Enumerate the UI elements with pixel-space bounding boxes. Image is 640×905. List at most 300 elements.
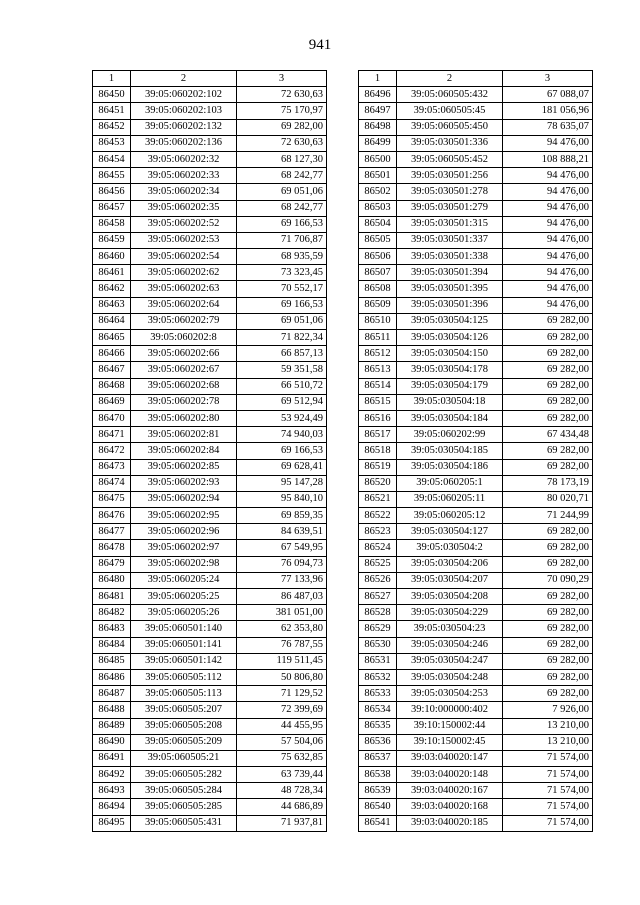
cadastral-number: 39:05:060202:33	[131, 168, 237, 184]
row-number: 86495	[93, 815, 131, 831]
cadastral-number: 39:05:030504:186	[397, 459, 503, 475]
table-row	[359, 362, 593, 378]
table-row	[359, 410, 593, 426]
table-row	[359, 151, 593, 167]
column-header: 1	[359, 71, 397, 87]
cadastral-value: 13 210,00	[503, 718, 593, 734]
table-row	[93, 119, 327, 135]
table-row	[93, 653, 327, 669]
cadastral-number: 39:05:060202:53	[131, 232, 237, 248]
table-row	[359, 540, 593, 556]
row-number: 86450	[93, 87, 131, 103]
cadastral-number: 39:05:030504:184	[397, 410, 503, 426]
cadastral-number: 39:05:060202:98	[131, 556, 237, 572]
cadastral-value: 94 476,00	[503, 216, 593, 232]
row-number: 86482	[93, 605, 131, 621]
cadastral-number: 39:05:030501:337	[397, 232, 503, 248]
cadastral-number: 39:05:060205:12	[397, 508, 503, 524]
cadastral-value: 69 282,00	[503, 410, 593, 426]
row-number: 86484	[93, 637, 131, 653]
cadastral-value: 181 056,96	[503, 103, 593, 119]
row-number: 86500	[359, 151, 397, 167]
row-number: 86470	[93, 410, 131, 426]
row-number: 86524	[359, 540, 397, 556]
cadastral-number: 39:05:060505:432	[397, 87, 503, 103]
row-number: 86499	[359, 135, 397, 151]
row-number: 86536	[359, 734, 397, 750]
cadastral-value: 67 088,07	[503, 87, 593, 103]
row-number: 86532	[359, 669, 397, 685]
table-row	[93, 589, 327, 605]
row-number: 86466	[93, 346, 131, 362]
table-row	[359, 232, 593, 248]
cadastral-number: 39:05:030501:396	[397, 297, 503, 313]
table-row	[359, 135, 593, 151]
cadastral-number: 39:05:030504:126	[397, 330, 503, 346]
cadastral-number: 39:05:030504:207	[397, 572, 503, 588]
row-number: 86537	[359, 750, 397, 766]
row-number: 86504	[359, 216, 397, 232]
table-row	[93, 151, 327, 167]
row-number: 86453	[93, 135, 131, 151]
table-row	[93, 783, 327, 799]
cadastral-value: 62 353,80	[237, 621, 327, 637]
cadastral-number: 39:05:030501:278	[397, 184, 503, 200]
table-row	[93, 767, 327, 783]
cadastral-number: 39:05:060202:102	[131, 87, 237, 103]
row-number: 86530	[359, 637, 397, 653]
cadastral-value: 69 282,00	[503, 313, 593, 329]
table-row	[359, 702, 593, 718]
cadastral-number: 39:03:040020:148	[397, 767, 503, 783]
cadastral-value: 69 282,00	[503, 686, 593, 702]
cadastral-number: 39:05:060202:81	[131, 427, 237, 443]
cadastral-number: 39:05:060505:21	[131, 750, 237, 766]
table-row	[359, 767, 593, 783]
table-row	[359, 443, 593, 459]
row-number: 86481	[93, 589, 131, 605]
cadastral-value: 7 926,00	[503, 702, 593, 718]
cadastral-value: 69 282,00	[503, 394, 593, 410]
cadastral-value: 63 739,44	[237, 767, 327, 783]
cadastral-value: 53 924,49	[237, 410, 327, 426]
row-number: 86521	[359, 491, 397, 507]
cadastral-number: 39:05:060505:282	[131, 767, 237, 783]
cadastral-value: 77 133,96	[237, 572, 327, 588]
table-row	[93, 232, 327, 248]
cadastral-number: 39:05:060202:136	[131, 135, 237, 151]
table-row	[93, 556, 327, 572]
column-header: 3	[237, 71, 327, 87]
row-number: 86460	[93, 249, 131, 265]
row-number: 86525	[359, 556, 397, 572]
cadastral-number: 39:05:060202:63	[131, 281, 237, 297]
table-row	[359, 734, 593, 750]
table-row	[359, 621, 593, 637]
table-row	[93, 443, 327, 459]
cadastral-number: 39:05:060202:94	[131, 491, 237, 507]
cadastral-value: 48 728,34	[237, 783, 327, 799]
cadastral-number: 39:05:060202:96	[131, 524, 237, 540]
table-row	[93, 135, 327, 151]
cadastral-number: 39:05:060505:112	[131, 669, 237, 685]
cadastral-number: 39:05:030504:248	[397, 669, 503, 685]
cadastral-value: 71 574,00	[503, 799, 593, 815]
row-number: 86452	[93, 119, 131, 135]
cadastral-value: 94 476,00	[503, 232, 593, 248]
cadastral-number: 39:10:150002:45	[397, 734, 503, 750]
cadastral-value: 76 787,55	[237, 637, 327, 653]
table-row	[359, 200, 593, 216]
cadastral-number: 39:05:060505:113	[131, 686, 237, 702]
row-number: 86522	[359, 508, 397, 524]
cadastral-value: 67 549,95	[237, 540, 327, 556]
cadastral-value: 68 935,59	[237, 249, 327, 265]
table-row	[93, 394, 327, 410]
cadastral-number: 39:05:060202:67	[131, 362, 237, 378]
table-row	[359, 783, 593, 799]
row-number: 86514	[359, 378, 397, 394]
row-number: 86505	[359, 232, 397, 248]
cadastral-value: 68 242,77	[237, 200, 327, 216]
cadastral-number: 39:05:060202:103	[131, 103, 237, 119]
row-number: 86513	[359, 362, 397, 378]
cadastral-value: 69 282,00	[503, 556, 593, 572]
row-number: 86464	[93, 313, 131, 329]
column-header: 3	[503, 71, 593, 87]
row-number: 86457	[93, 200, 131, 216]
row-number: 86465	[93, 330, 131, 346]
row-number: 86475	[93, 491, 131, 507]
row-number: 86529	[359, 621, 397, 637]
table-row	[359, 572, 593, 588]
cadastral-number: 39:05:060505:431	[131, 815, 237, 831]
table-row	[93, 637, 327, 653]
row-number: 86535	[359, 718, 397, 734]
table-row	[359, 459, 593, 475]
table-row	[93, 410, 327, 426]
cadastral-number: 39:05:030504:185	[397, 443, 503, 459]
table-row	[359, 313, 593, 329]
cadastral-number: 39:05:060202:66	[131, 346, 237, 362]
row-number: 86477	[93, 524, 131, 540]
cadastral-value: 57 504,06	[237, 734, 327, 750]
row-number: 86487	[93, 686, 131, 702]
cadastral-number: 39:05:030504:125	[397, 313, 503, 329]
cadastral-value: 69 512,94	[237, 394, 327, 410]
table-row	[359, 637, 593, 653]
row-number: 86515	[359, 394, 397, 410]
cadastral-number: 39:05:060505:208	[131, 718, 237, 734]
table-row	[93, 265, 327, 281]
cadastral-number: 39:05:060202:62	[131, 265, 237, 281]
cadastral-number: 39:05:060205:24	[131, 572, 237, 588]
cadastral-number: 39:05:030504:23	[397, 621, 503, 637]
row-number: 86463	[93, 297, 131, 313]
row-number: 86492	[93, 767, 131, 783]
table-row	[359, 119, 593, 135]
table-row	[359, 427, 593, 443]
column-header: 1	[93, 71, 131, 87]
row-number: 86494	[93, 799, 131, 815]
cadastral-number: 39:05:060505:207	[131, 702, 237, 718]
cadastral-value: 71 574,00	[503, 783, 593, 799]
cadastral-value: 59 351,58	[237, 362, 327, 378]
table-row	[93, 734, 327, 750]
table-row	[93, 621, 327, 637]
cadastral-value: 71 129,52	[237, 686, 327, 702]
cadastral-number: 39:05:060202:97	[131, 540, 237, 556]
cadastral-value: 66 857,13	[237, 346, 327, 362]
row-number: 86507	[359, 265, 397, 281]
cadastral-number: 39:05:030504:208	[397, 589, 503, 605]
table-row	[93, 297, 327, 313]
cadastral-value: 119 511,45	[237, 653, 327, 669]
table-row	[359, 508, 593, 524]
cadastral-value: 13 210,00	[503, 734, 593, 750]
cadastral-value: 44 686,89	[237, 799, 327, 815]
cadastral-value: 69 166,53	[237, 216, 327, 232]
row-number: 86493	[93, 783, 131, 799]
cadastral-value: 94 476,00	[503, 200, 593, 216]
cadastral-number: 39:05:060202:95	[131, 508, 237, 524]
cadastral-number: 39:05:060505:45	[397, 103, 503, 119]
row-number: 86540	[359, 799, 397, 815]
table-row	[359, 605, 593, 621]
cadastral-number: 39:03:040020:167	[397, 783, 503, 799]
row-number: 86519	[359, 459, 397, 475]
cadastral-value: 71 244,99	[503, 508, 593, 524]
table-row	[93, 459, 327, 475]
table-row	[359, 184, 593, 200]
cadastral-value: 69 859,35	[237, 508, 327, 524]
cadastral-value: 71 706,87	[237, 232, 327, 248]
cadastral-number: 39:05:030504:178	[397, 362, 503, 378]
row-number: 86461	[93, 265, 131, 281]
cadastral-number: 39:05:060501:141	[131, 637, 237, 653]
row-number: 86531	[359, 653, 397, 669]
row-number: 86539	[359, 783, 397, 799]
cadastral-value: 69 166,53	[237, 297, 327, 313]
table-row	[93, 346, 327, 362]
cadastral-number: 39:05:030501:315	[397, 216, 503, 232]
table-row	[359, 168, 593, 184]
table-row	[93, 815, 327, 831]
cadastral-value: 72 630,63	[237, 87, 327, 103]
table-row	[359, 216, 593, 232]
cadastral-value: 108 888,21	[503, 151, 593, 167]
cadastral-number: 39:03:040020:147	[397, 750, 503, 766]
table-row	[359, 249, 593, 265]
row-number: 86518	[359, 443, 397, 459]
row-number: 86456	[93, 184, 131, 200]
row-number: 86451	[93, 103, 131, 119]
cadastral-value: 69 282,00	[503, 621, 593, 637]
cadastral-number: 39:05:060501:140	[131, 621, 237, 637]
cadastral-number: 39:05:060202:84	[131, 443, 237, 459]
cadastral-value: 71 822,34	[237, 330, 327, 346]
row-number: 86479	[93, 556, 131, 572]
cadastral-number: 39:05:030501:395	[397, 281, 503, 297]
cadastral-number: 39:05:030504:18	[397, 394, 503, 410]
cadastral-number: 39:05:030504:206	[397, 556, 503, 572]
row-number: 86483	[93, 621, 131, 637]
row-number: 86517	[359, 427, 397, 443]
cadastral-value: 69 282,00	[503, 443, 593, 459]
cadastral-value: 69 282,00	[503, 524, 593, 540]
table-row	[359, 653, 593, 669]
cadastral-number: 39:05:060202:64	[131, 297, 237, 313]
table-row	[359, 87, 593, 103]
table-row	[359, 589, 593, 605]
right-table-body	[359, 87, 593, 832]
cadastral-value: 74 940,03	[237, 427, 327, 443]
table-row	[93, 249, 327, 265]
table-row	[359, 281, 593, 297]
cadastral-value: 94 476,00	[503, 297, 593, 313]
cadastral-value: 69 282,00	[503, 330, 593, 346]
row-number: 86474	[93, 475, 131, 491]
cadastral-number: 39:05:060205:11	[397, 491, 503, 507]
cadastral-number: 39:10:150002:44	[397, 718, 503, 734]
table-row	[359, 394, 593, 410]
cadastral-value: 69 282,00	[503, 362, 593, 378]
row-number: 86541	[359, 815, 397, 831]
table-row	[359, 475, 593, 491]
cadastral-number: 39:05:060505:452	[397, 151, 503, 167]
cadastral-number: 39:05:030501:256	[397, 168, 503, 184]
table-row	[359, 750, 593, 766]
row-number: 86511	[359, 330, 397, 346]
cadastral-number: 39:05:030504:127	[397, 524, 503, 540]
table-row	[359, 815, 593, 831]
cadastral-number: 39:05:060505:284	[131, 783, 237, 799]
column-header: 2	[131, 71, 237, 87]
cadastral-number: 39:05:030504:2	[397, 540, 503, 556]
row-number: 86471	[93, 427, 131, 443]
table-row	[359, 799, 593, 815]
cadastral-value: 71 937,81	[237, 815, 327, 831]
cadastral-value: 78 635,07	[503, 119, 593, 135]
cadastral-number: 39:05:030501:279	[397, 200, 503, 216]
cadastral-number: 39:05:060205:1	[397, 475, 503, 491]
cadastral-number: 39:05:030501:338	[397, 249, 503, 265]
cadastral-value: 80 020,71	[503, 491, 593, 507]
row-number: 86510	[359, 313, 397, 329]
table-header-row	[359, 71, 593, 87]
cadastral-value: 86 487,03	[237, 589, 327, 605]
right-table	[358, 70, 593, 832]
cadastral-number: 39:05:060202:85	[131, 459, 237, 475]
cadastral-value: 70 090,29	[503, 572, 593, 588]
table-row	[359, 669, 593, 685]
table-row	[93, 427, 327, 443]
cadastral-value: 94 476,00	[503, 265, 593, 281]
row-number: 86485	[93, 653, 131, 669]
row-number: 86533	[359, 686, 397, 702]
cadastral-value: 69 628,41	[237, 459, 327, 475]
table-row	[93, 281, 327, 297]
table-row	[359, 718, 593, 734]
row-number: 86520	[359, 475, 397, 491]
cadastral-number: 39:05:060202:78	[131, 394, 237, 410]
row-number: 86512	[359, 346, 397, 362]
cadastral-value: 70 552,17	[237, 281, 327, 297]
cadastral-value: 94 476,00	[503, 281, 593, 297]
cadastral-value: 72 399,69	[237, 702, 327, 718]
cadastral-value: 69 282,00	[503, 540, 593, 556]
table-row	[93, 362, 327, 378]
row-number: 86528	[359, 605, 397, 621]
row-number: 86458	[93, 216, 131, 232]
cadastral-number: 39:05:030504:253	[397, 686, 503, 702]
cadastral-number: 39:05:060205:26	[131, 605, 237, 621]
table-row	[93, 491, 327, 507]
row-number: 86454	[93, 151, 131, 167]
table-row	[359, 686, 593, 702]
cadastral-value: 69 051,06	[237, 313, 327, 329]
table-row	[93, 702, 327, 718]
cadastral-number: 39:05:030504:246	[397, 637, 503, 653]
table-row	[93, 605, 327, 621]
column-header: 2	[397, 71, 503, 87]
cadastral-number: 39:05:060202:52	[131, 216, 237, 232]
table-header-row	[93, 71, 327, 87]
table-row	[359, 297, 593, 313]
row-number: 86488	[93, 702, 131, 718]
cadastral-value: 75 170,97	[237, 103, 327, 119]
cadastral-value: 95 147,28	[237, 475, 327, 491]
cadastral-number: 39:05:060202:99	[397, 427, 503, 443]
row-number: 86480	[93, 572, 131, 588]
table-row	[93, 330, 327, 346]
table-row	[93, 686, 327, 702]
row-number: 86534	[359, 702, 397, 718]
row-number: 86462	[93, 281, 131, 297]
cadastral-value: 69 282,00	[503, 605, 593, 621]
row-number: 86509	[359, 297, 397, 313]
cadastral-value: 71 574,00	[503, 750, 593, 766]
row-number: 86502	[359, 184, 397, 200]
row-number: 86538	[359, 767, 397, 783]
table-row	[359, 346, 593, 362]
cadastral-value: 69 282,00	[503, 459, 593, 475]
cadastral-number: 39:05:030504:229	[397, 605, 503, 621]
cadastral-value: 68 242,77	[237, 168, 327, 184]
cadastral-number: 39:05:030504:247	[397, 653, 503, 669]
cadastral-number: 39:03:040020:168	[397, 799, 503, 815]
row-number: 86523	[359, 524, 397, 540]
cadastral-value: 72 630,63	[237, 135, 327, 151]
table-row	[93, 475, 327, 491]
cadastral-value: 50 806,80	[237, 669, 327, 685]
table-row	[359, 378, 593, 394]
cadastral-value: 44 455,95	[237, 718, 327, 734]
cadastral-number: 39:03:040020:185	[397, 815, 503, 831]
table-row	[93, 168, 327, 184]
row-number: 86498	[359, 119, 397, 135]
cadastral-value: 76 094,73	[237, 556, 327, 572]
cadastral-value: 95 840,10	[237, 491, 327, 507]
cadastral-number: 39:05:060202:68	[131, 378, 237, 394]
cadastral-number: 39:05:030501:394	[397, 265, 503, 281]
cadastral-number: 39:05:060202:8	[131, 330, 237, 346]
row-number: 86459	[93, 232, 131, 248]
table-row	[359, 524, 593, 540]
cadastral-value: 66 510,72	[237, 378, 327, 394]
row-number: 86489	[93, 718, 131, 734]
left-table	[92, 70, 327, 832]
